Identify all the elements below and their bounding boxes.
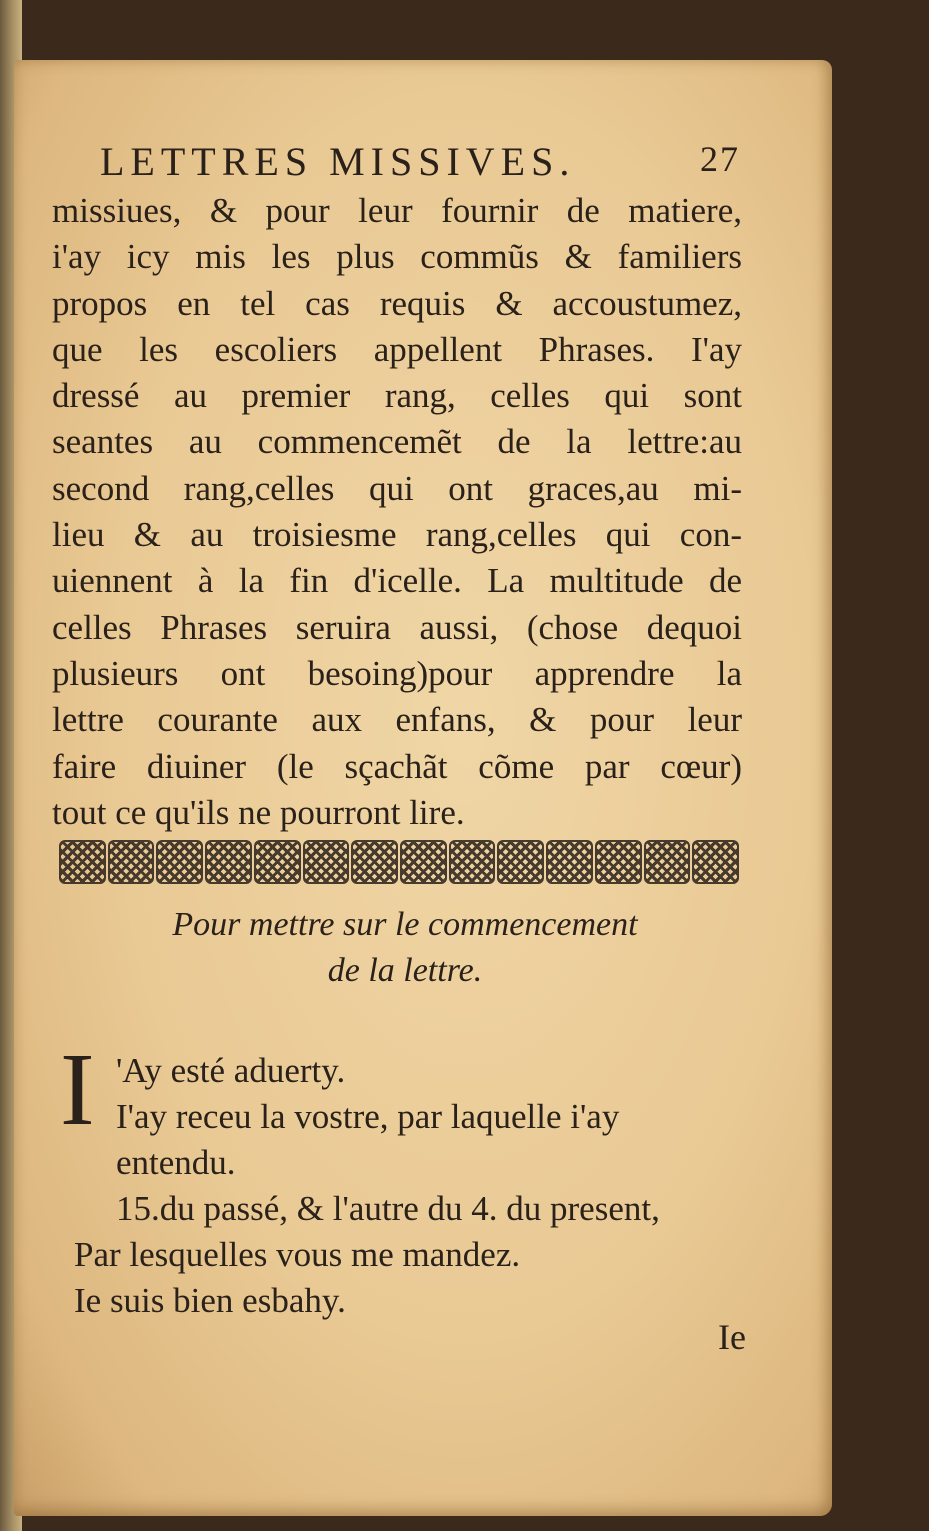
ornament-icon [400, 840, 447, 884]
text-line: dressé au premier rang, celles qui sont [52, 376, 742, 416]
phrase-list [60, 1048, 760, 1324]
text-line: missiues, & pour leur fournir de matiere, [52, 191, 742, 230]
text-line: faire diuiner (le sçachãt cõme par cœur) [52, 746, 742, 786]
text-line: lieu & au troisiesme rang,celles qui con- [52, 515, 742, 555]
text-line: i'ay icy mis les plus commũs & familiers [52, 237, 742, 277]
phrase-entry: Par lesquelles vous me mandez. [74, 1235, 521, 1274]
phrase-entry: 'Ay esté aduerty. [116, 1051, 346, 1090]
text-line: second rang,celles qui ont graces,au mi- [52, 468, 742, 508]
ornament-icon [205, 840, 252, 884]
text-line: que les escoliers appellent Phrases. I'ay [52, 329, 742, 369]
ornament-icon [644, 840, 691, 884]
ornament-icon [546, 840, 593, 884]
page-number: 27 [700, 139, 740, 179]
decorative-ornament-band [58, 838, 740, 886]
catchword: Ie [718, 1317, 746, 1357]
ornament-icon [497, 840, 544, 884]
ornament-icon [595, 840, 642, 884]
phrase-entry: I'ay receu la vostre, par laquelle i'ay [116, 1097, 620, 1136]
ornament-icon [692, 840, 739, 884]
running-title: LETTRES MISSIVES. [100, 139, 576, 184]
heading-line: Pour mettre sur le commencement [172, 906, 638, 943]
phrase-entry: 15.du passé, & l'autre du 4. du present, [116, 1189, 660, 1228]
text-line: uiennent à la fin d'icelle. La multitude de [52, 561, 742, 601]
text-line: lettre courante aux enfans, & pour leur [52, 700, 742, 740]
text-line: tout ce qu'ils ne pourront lire. [52, 792, 465, 832]
running-header [100, 138, 740, 188]
drop-capital: I [60, 1032, 95, 1147]
text-line: propos en tel cas requis & accoustumez, [52, 283, 742, 323]
ornament-icon [449, 840, 496, 884]
ornament-icon [254, 840, 301, 884]
ornament-icon [303, 840, 350, 884]
phrase-entry: entendu. [116, 1143, 236, 1182]
text-line: celles Phrases seruira aussi, (chose dequoi [52, 607, 742, 647]
ornament-icon [59, 840, 106, 884]
heading-line: de la lettre. [327, 952, 483, 989]
text-line: seantes au commencemẽt de la lettre:au [52, 422, 742, 462]
ornament-icon [108, 840, 155, 884]
phrase-entry: Ie suis bien esbahy. [74, 1281, 346, 1320]
ornament-icon [156, 840, 203, 884]
section-heading [60, 902, 750, 994]
text-line: plusieurs ont besoing)pour apprendre la [52, 653, 742, 693]
body-text [52, 188, 742, 836]
ornament-icon [351, 840, 398, 884]
